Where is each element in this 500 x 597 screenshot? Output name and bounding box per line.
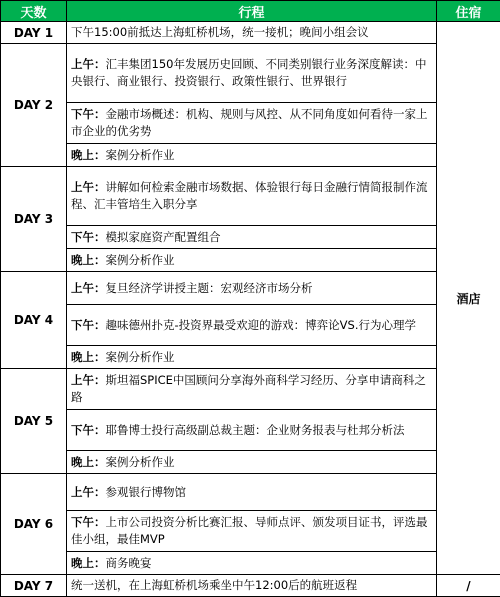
activity-text: 商务晚宴 [106,556,152,570]
day2-afternoon [67,103,437,144]
period-label: 晚上： [71,455,106,469]
day5-evening [67,451,437,474]
period-label: 晚上： [71,253,106,267]
day3-row [1,167,500,226]
day5-afternoon [67,410,437,451]
day5-row [1,451,500,474]
day7-activity: 统一送机，在上海虹桥机场乘坐中午12:00后的航班返程 [67,575,437,597]
day5-row [1,369,500,410]
header-itinerary: 行程 [67,1,437,22]
period-label: 晚上： [71,148,106,162]
activity-text: 汇丰集团150年发展历史回顾、不同类别银行业务深度解读：中央银行、商业银行、投资银行、政策性银行、世界银行 [71,57,426,88]
activity-text: 上市公司投资分析比赛汇报、导师点评、颁发项目证书，评选最佳小组，最佳MVP [71,515,428,546]
day-label: DAY 2 [1,44,67,167]
activity-text: 案例分析作业 [106,253,175,267]
day6-row [1,511,500,552]
day6-evening [67,552,437,575]
day4-afternoon [67,305,437,346]
day-label: DAY 1 [1,22,67,44]
day3-row [1,249,500,272]
period-label: 下午： [71,423,106,437]
period-label: 下午： [71,515,106,529]
day6-afternoon [67,511,437,552]
day-label: DAY 6 [1,474,67,575]
lodging-hotel: 酒店 [437,22,500,575]
activity-text: 案例分析作业 [106,455,175,469]
activity-text: 耶鲁博士投行高级副总裁主题：企业财务报表与杜邦分析法 [106,423,405,437]
day5-row [1,410,500,451]
activity-text: 参观银行博物馆 [106,485,187,499]
period-label: 晚上： [71,556,106,570]
period-label: 上午： [71,180,106,194]
activity-text: 案例分析作业 [106,350,175,364]
day6-row [1,474,500,511]
activity-text: 讲解如何检索金融市场数据、体验银行每日金融行情简报制作流程、汇丰管培生入职分享 [71,180,428,211]
activity-text: 斯坦福SPICE中国顾问分享海外商科学习经历、分享申请商科之路 [71,373,426,404]
day-label: DAY 4 [1,272,67,369]
day3-afternoon [67,226,437,249]
day2-row [1,144,500,167]
lodging-none: / [437,575,500,597]
day4-morning [67,272,437,305]
activity-text: 金融市场概述：机构、规则与风控、从不同角度如何看待一家上市企业的优劣势 [71,107,428,138]
day4-evening [67,346,437,369]
period-label: 上午： [71,373,106,387]
activity-text: 趣味德州扑克-投资界最受欢迎的游戏：博弈论VS.行为心理学 [106,318,416,332]
day2-evening [67,144,437,167]
day1-row [1,22,500,44]
period-label: 下午： [71,230,106,244]
day4-row [1,346,500,369]
period-label: 上午： [71,281,106,295]
day-label: DAY 7 [1,575,67,597]
period-label: 上午： [71,57,106,71]
header-lodging: 住宿 [437,1,500,22]
day4-row [1,305,500,346]
day5-morning [67,369,437,410]
period-label: 晚上： [71,350,106,364]
day-label: DAY 3 [1,167,67,272]
day2-row [1,103,500,144]
day2-row [1,44,500,103]
day3-morning [67,167,437,226]
activity-text: 案例分析作业 [106,148,175,162]
activity-text: 复旦经济学讲授主题：宏观经济市场分析 [106,281,313,295]
day-label: DAY 5 [1,369,67,474]
header-day: 天数 [1,1,67,22]
period-label: 下午： [71,318,106,332]
day3-evening [67,249,437,272]
day1-activity: 下午15:00前抵达上海虹桥机场，统一接机；晚间小组会议 [67,22,437,44]
period-label: 上午： [71,485,106,499]
day3-row [1,226,500,249]
day4-row [1,272,500,305]
activity-text: 模拟家庭资产配置组合 [106,230,221,244]
period-label: 下午： [71,107,106,121]
day2-morning [67,44,437,103]
header-row [1,1,500,22]
day6-row [1,552,500,575]
day6-morning [67,474,437,511]
